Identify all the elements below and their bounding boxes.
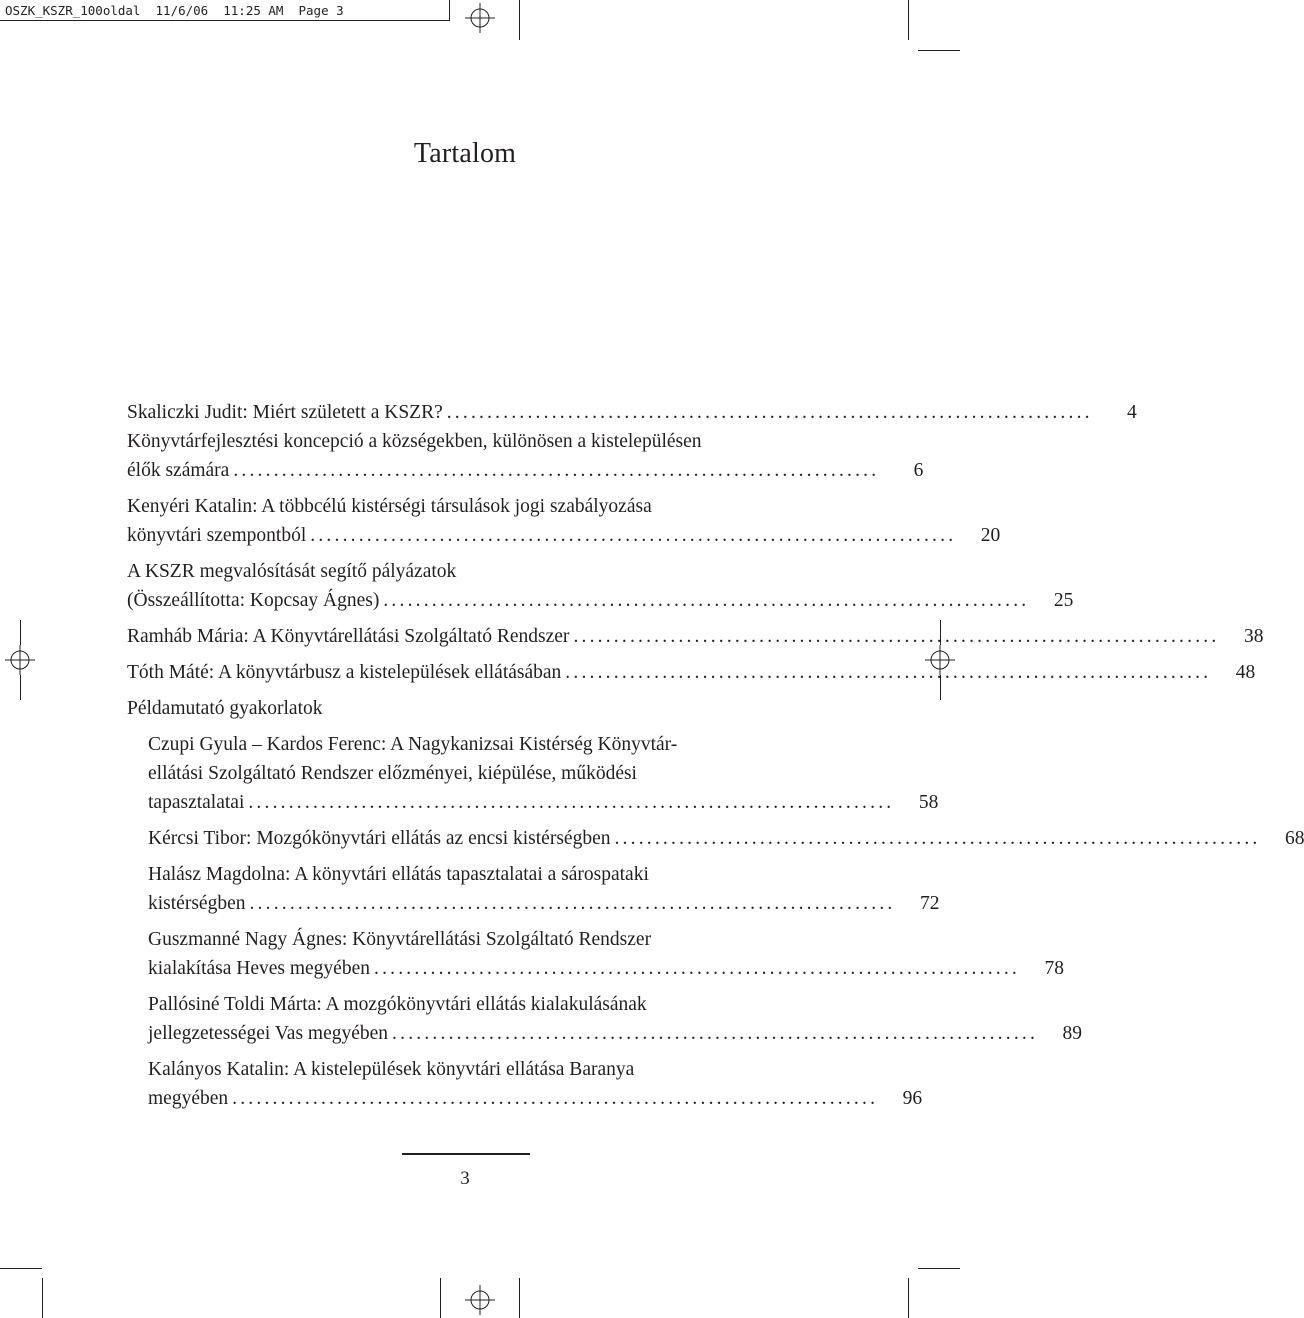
crop-mark — [440, 1278, 441, 1318]
dot-leader: ................................................................................ — [446, 402, 1093, 423]
toc-entry-title: Kenyéri Katalin: A többcélú kistérségi társulások jogi szabályozása — [127, 496, 652, 517]
toc-page-number: 48 — [1235, 662, 1256, 683]
dot-leader: ................................................................................ — [249, 893, 896, 914]
toc-page-number: 20 — [980, 525, 1001, 546]
toc-page-number: 58 — [918, 792, 939, 813]
toc-entry-title: Kércsi Tibor: Mozgókönyvtári ellátás az encsi kistérségben — [148, 828, 611, 849]
toc-entry-title: kistérségben — [148, 893, 246, 914]
dot-leader: ................................................................................ — [573, 626, 1220, 647]
registration-mark-icon — [465, 3, 495, 33]
toc-entry-title: jellegzetességei Vas megyében — [148, 1023, 389, 1044]
toc-entry-title: Ramháb Mária: A Könyvtárellátási Szolgáltató Rendszer — [127, 626, 570, 647]
dot-leader: ................................................................................ — [614, 828, 1261, 849]
toc-page-number: 6 — [913, 460, 924, 481]
toc-entry[interactable] — [127, 427, 924, 485]
toc-entry-title: Guszmanné Nagy Ágnes: Könyvtárellátási Szolgáltató Rendszer — [148, 929, 652, 950]
toc-entry[interactable] — [127, 622, 1264, 651]
toc-entry[interactable] — [127, 492, 1001, 550]
toc-entry[interactable] — [127, 398, 1137, 427]
toc-entry-title: tapasztalatai — [148, 792, 245, 813]
dot-leader: ................................................................................ — [374, 958, 1020, 979]
dot-leader: ................................................................................ — [565, 662, 1212, 683]
folio-rule — [402, 1153, 530, 1155]
registration-mark-icon — [5, 645, 35, 675]
slug-line: OSZK_KSZR_100oldal 11/6/06 11:25 AM Page 3 — [0, 0, 450, 21]
crop-mark — [918, 50, 960, 51]
toc-entry[interactable] — [148, 925, 1064, 983]
toc-entry[interactable] — [148, 990, 1083, 1048]
toc-entry-title: kialakítása Heves megyében — [148, 958, 370, 979]
crop-mark — [908, 1278, 909, 1318]
dot-leader: ................................................................................ — [310, 525, 957, 546]
registration-mark-icon — [465, 1285, 495, 1315]
crop-mark — [918, 1268, 960, 1269]
toc-entry-title: Skaliczki Judit: Miért született a KSZR? — [127, 402, 443, 423]
toc-entry-title: Kalányos Katalin: A kistelepülések könyvtári ellátása Baranya — [148, 1059, 635, 1080]
section-heading: Példamutató gyakorlatok — [127, 698, 323, 719]
page-title: Tartalom — [413, 138, 517, 169]
toc-page-number: 96 — [902, 1088, 923, 1109]
crop-mark — [519, 0, 520, 40]
toc-entry-title: megyében — [148, 1088, 229, 1109]
crop-mark — [908, 0, 909, 40]
toc-entry-title: élők számára — [127, 460, 230, 481]
toc-entry[interactable] — [148, 860, 940, 918]
table-of-contents — [127, 398, 1304, 1113]
dot-leader: ................................................................................ — [383, 590, 1030, 611]
toc-entry-title: A KSZR megvalósítását segítő pályázatok — [127, 561, 457, 582]
toc-entry[interactable] — [127, 557, 1074, 615]
toc-entry-title: Czupi Gyula – Kardos Ferenc: A Nagykanizsai Kistérség Könyvtár- — [148, 734, 678, 755]
toc-page-number: 38 — [1243, 626, 1264, 647]
dot-leader: ................................................................................ — [232, 1088, 879, 1109]
toc-entry[interactable] — [127, 658, 1256, 687]
toc-page-number: 78 — [1044, 958, 1064, 979]
crop-mark — [0, 1268, 42, 1269]
crop-mark — [519, 1278, 520, 1318]
toc-sub-list — [127, 730, 1304, 1113]
toc-entry-title: Könyvtárfejlesztési koncepció a községekben, különösen a kistelepülésen — [127, 431, 702, 452]
dot-leader: ................................................................................ — [233, 460, 880, 481]
dot-leader: ................................................................................ — [248, 792, 895, 813]
page-number: 3 — [460, 1168, 470, 1189]
toc-page-number: 72 — [919, 893, 940, 914]
toc-entry[interactable] — [148, 824, 1304, 853]
toc-entry-title: Pallósiné Toldi Márta: A mozgókönyvtári ellátás kialakulásának — [148, 994, 647, 1015]
toc-page-number: 89 — [1062, 1023, 1083, 1044]
crop-mark — [20, 620, 21, 645]
toc-page-number: 4 — [1126, 402, 1137, 423]
toc-entry-title: Tóth Máté: A könyvtárbusz a kistelepülések ellátásában — [127, 662, 562, 683]
toc-page-number: 25 — [1053, 590, 1074, 611]
toc-entry[interactable] — [148, 1055, 923, 1113]
toc-entry-title: könyvtári szempontból — [127, 525, 307, 546]
crop-mark — [20, 675, 21, 700]
toc-entry[interactable] — [148, 730, 939, 817]
toc-page-number: 68 — [1284, 828, 1304, 849]
toc-entry-title: (Összeállította: Kopcsay Ágnes) — [127, 590, 380, 611]
toc-entry-title: ellátási Szolgáltató Rendszer előzményei, kiépülése, működési — [148, 763, 637, 784]
toc-entry-title: Halász Magdolna: A könyvtári ellátás tapasztalatai a sárospataki — [148, 864, 649, 885]
toc-main-list — [127, 398, 1264, 687]
dot-leader: ................................................................................ — [392, 1023, 1039, 1044]
crop-mark — [42, 1278, 43, 1318]
